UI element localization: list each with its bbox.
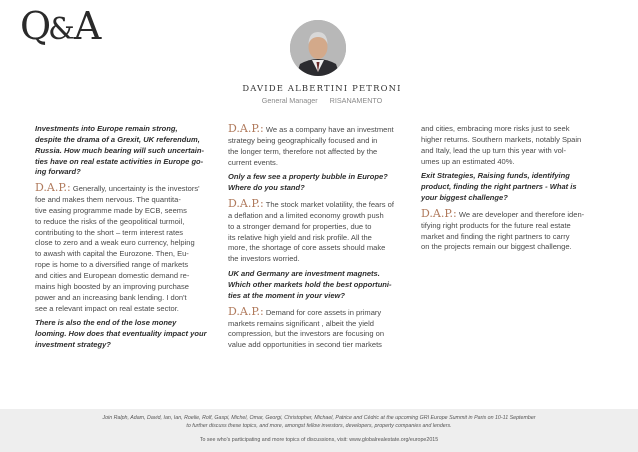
interviewee-company: RISANAMENTO [329, 96, 383, 105]
answer-4-continued: and cities, embracing more risks just to seek higher returns. Southern markets, notably Spain and Italy, lead the up turn this year with vol- umes up an estimated 40%. [421, 124, 582, 166]
answer-tag: D.A.P.: [228, 122, 264, 135]
interviewee-name: DAVIDE ALBERTINI PETRONI [242, 83, 402, 93]
answer-tag: D.A.P.: [421, 206, 457, 220]
column-2 [228, 124, 410, 351]
question-4: UK and Germany are investment magnets. Which other markets hold the best opportuni- ties at the moment in your view? [228, 269, 392, 300]
question-1: Investments into Europe remain strong, despite the drama of a Grexit, UK referendum, Russia. How much bearing will such uncertain- ties have on real estate activities in Europe go- ing forward? [35, 124, 204, 177]
answer-2: D.A.P.: We as a company have an investment strategy being geographically focused and in the longer term, therefore not affected by the current events. [228, 122, 394, 167]
answer-tag: D.A.P.: [228, 197, 264, 211]
footer-link-text: To see who's participating and more topics of discussions, visit: www.globalrealestate.org/europe2015 [199, 437, 439, 443]
question-2: There is also the end of the lose money looming. How does that eventuality impact your investment strategy? [35, 318, 207, 350]
answer-1: D.A.P.: Generally, uncertainty is the investors' foe and makes them nervous. The quantita- tive easing programme made by ECB, seems to reduce the risks of the geopolitical turmoil, contributing to the short – term interest rates close to zero and a weak euro currency, helping to awash with capital the Eurozone. Then, Eu- rope is home to a diversified range of markets and cities and European domestic demand re- mains high boosted by an improving purchase power and an increasing bank lending. I don't see a relevant impact on real estate sector. [35, 181, 200, 313]
interviewee-role [0, 96, 638, 105]
column-1 [35, 124, 217, 352]
footer-invitation: Join Ralph, Adam, David, Ian, Ian, Roelie, Rolf, Gaspi, Michel, Omar, Georgi, Christopher, Michael, Patrice and Cédric at the upcoming GRI Europe Summit in Paris on 10-11 September to further discuss these topics, and more, amongst fellow investors, developers, property companies and lenders. [102, 415, 536, 429]
answer-3: D.A.P.: The stock market volatility, the fears of a deflation and a limited economy growth push to a stronger demand for properties, due to its relative high yield and risk profile. All the more, the shortage of core assets should make the investors worried. [228, 197, 394, 264]
interviewee-title: General Manager [261, 96, 318, 105]
portrait-photo [290, 20, 346, 76]
answer-tag: D.A.P.: [35, 181, 71, 195]
answer-tag: D.A.P.: [228, 304, 264, 318]
question-3: Only a few see a property bubble in Europe? Where do you stand? [228, 172, 388, 193]
answer-4: D.A.P.: Demand for core assets in primary markets remains significant , albeit the yield compression, but the investors are focusing on value add opportunities in second tier markets [228, 304, 385, 350]
answer-5: D.A.P.: We are developer and therefore iden- tifying right products for the future real estate market and finding the right partners to carry on the projects remain our biggest challenge. [421, 206, 585, 252]
question-5: Exit Strategies, Raising funds, identifying product, finding the right partners - What is your biggest challenge? [421, 171, 577, 203]
qa-logo: Q&A [20, 4, 99, 48]
column-3 [421, 124, 611, 253]
